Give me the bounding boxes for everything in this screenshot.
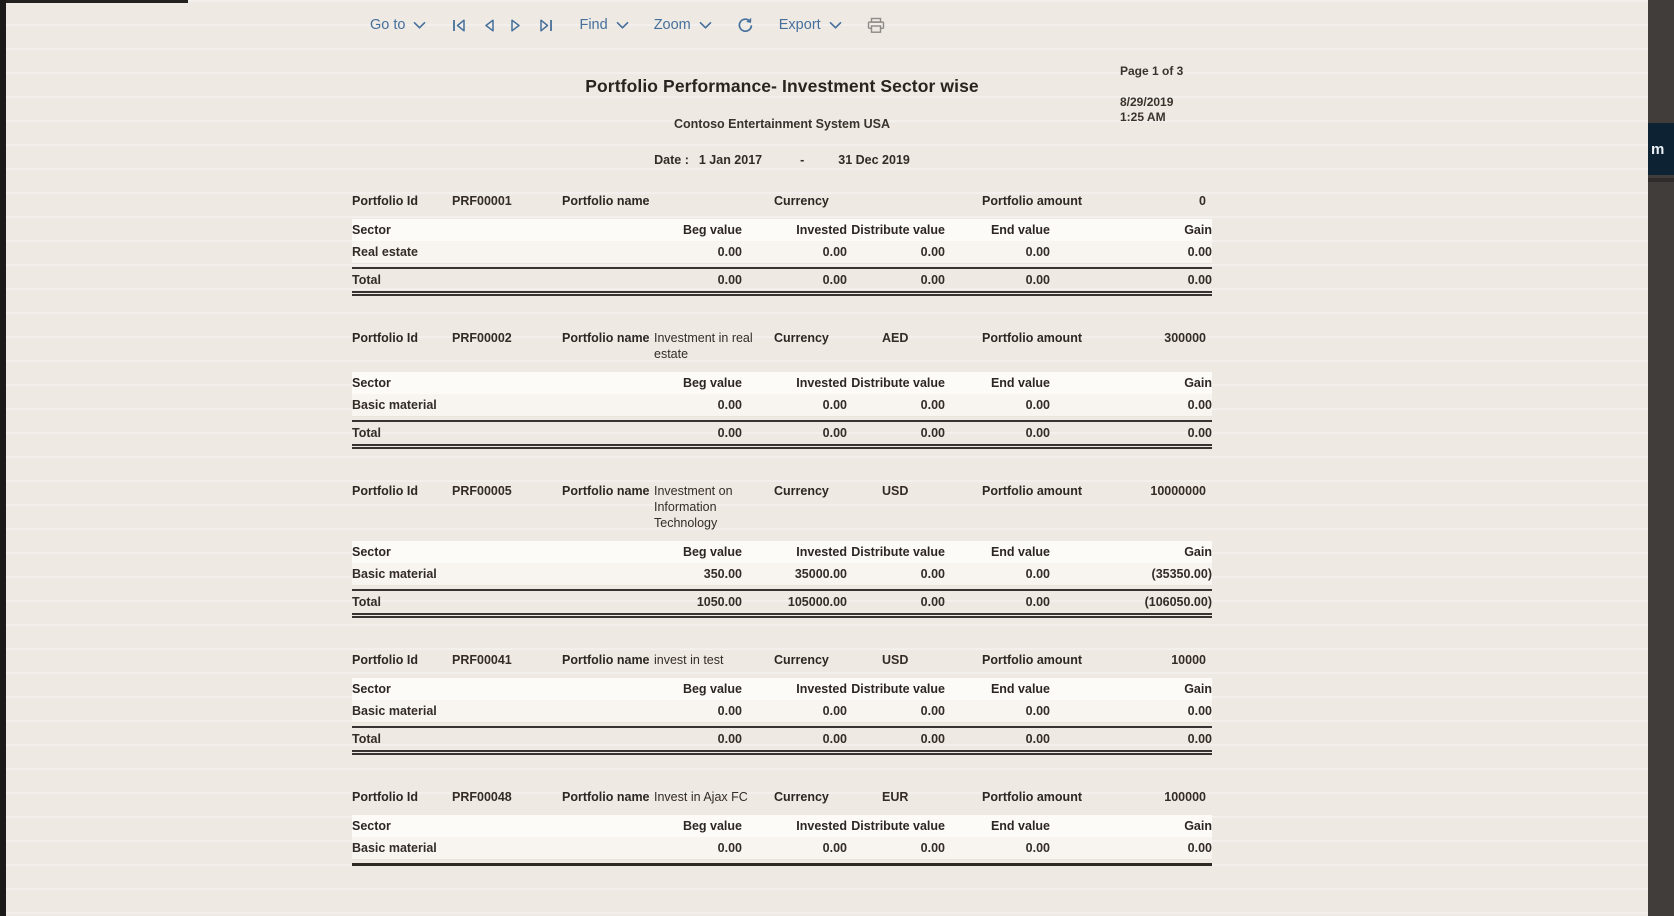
total-label: Total [352, 732, 381, 746]
currency-label: Currency [774, 331, 829, 345]
distribute-value-column-header: Distribute value [851, 223, 945, 237]
total-beg-value: 0.00 [717, 732, 742, 746]
total-gain: 0.00 [1187, 273, 1212, 287]
gain-cell: 0.00 [1187, 245, 1212, 259]
page-navigation [451, 18, 554, 33]
portfolio-id-label: Portfolio Id [352, 653, 418, 667]
total-end-value: 0.00 [1025, 595, 1050, 609]
currency-label: Currency [774, 790, 829, 804]
portfolio-info-row [352, 483, 1212, 531]
beg-value-cell: 0.00 [717, 398, 742, 412]
find-label: Find [579, 17, 608, 33]
portfolio-section [352, 652, 1212, 755]
total-invested: 0.00 [822, 426, 847, 440]
portfolio-name-label: Portfolio name [562, 331, 650, 345]
sector-data-row [352, 837, 1212, 860]
left-window-edge [0, 0, 6, 916]
invested-cell: 0.00 [822, 841, 847, 855]
invested-column-header: Invested [796, 376, 847, 390]
date-to: 31 Dec 2019 [838, 153, 910, 167]
sector-table-header [352, 219, 1212, 241]
portfolio-name-value: Investment in real estate [654, 331, 753, 361]
portfolio-id-value: PRF00001 [452, 194, 512, 208]
end-value-cell: 0.00 [1025, 398, 1050, 412]
portfolio-sections [352, 193, 1212, 866]
portfolio-amount-value: 100000 [1164, 790, 1206, 804]
total-distribute-value: 0.00 [920, 273, 945, 287]
distribute-value-column-header: Distribute value [851, 819, 945, 833]
beg-value-cell: 350.00 [703, 567, 742, 581]
total-row [352, 420, 1212, 449]
end-value-column-header: End value [990, 545, 1050, 559]
portfolio-info-row [352, 330, 1212, 362]
beg-value-cell: 0.00 [717, 841, 742, 855]
portfolio-amount-value: 300000 [1164, 331, 1206, 345]
portfolio-amount-value: 10000 [1171, 653, 1206, 667]
total-end-value: 0.00 [1025, 732, 1050, 746]
portfolio-name-label: Portfolio name [562, 194, 650, 208]
sector-rows [352, 563, 1212, 586]
page-meta [1120, 64, 1230, 125]
gain-column-header: Gain [1184, 682, 1212, 696]
portfolio-name-label: Portfolio name [562, 484, 650, 498]
total-distribute-value: 0.00 [920, 426, 945, 440]
total-label: Total [352, 595, 381, 609]
portfolio-section [352, 330, 1212, 449]
portfolio-name-value: Invest in Ajax FC [654, 790, 748, 804]
portfolio-id-value: PRF00005 [452, 484, 512, 498]
total-gain: (106050.00) [1144, 595, 1212, 609]
gain-column-header: Gain [1184, 819, 1212, 833]
total-invested: 0.00 [822, 273, 847, 287]
invested-cell: 0.00 [822, 704, 847, 718]
sector-table-header [352, 541, 1212, 563]
beg-value-column-header: Beg value [682, 376, 742, 390]
sector-column-header: Sector [352, 545, 391, 559]
currency-value: USD [882, 653, 909, 667]
gain-cell: 0.00 [1187, 704, 1212, 718]
total-row [352, 589, 1212, 618]
portfolio-amount-value: 0 [1199, 194, 1206, 208]
portfolio-id-value: PRF00002 [452, 331, 512, 345]
total-end-value: 0.00 [1025, 273, 1050, 287]
gain-cell: 0.00 [1187, 398, 1212, 412]
top-window-edge [6, 0, 188, 3]
end-value-column-header: End value [990, 819, 1050, 833]
beg-value-column-header: Beg value [682, 545, 742, 559]
distribute-value-cell: 0.00 [920, 704, 945, 718]
invested-cell: 0.00 [822, 398, 847, 412]
portfolio-section [352, 789, 1212, 866]
sector-data-row [352, 563, 1212, 586]
report-title: Portfolio Performance- Investment Sector wise [585, 76, 979, 96]
portfolio-section [352, 193, 1212, 296]
date-separator: - [800, 153, 805, 167]
gain-column-header: Gain [1184, 376, 1212, 390]
date-range-row [352, 153, 1212, 167]
sector-table-header [352, 815, 1212, 837]
portfolio-info-row [352, 193, 1212, 209]
portfolio-amount-label: Portfolio amount [982, 484, 1082, 498]
sector-table-header [352, 678, 1212, 700]
gain-column-header: Gain [1184, 545, 1212, 559]
sector-rows [352, 394, 1212, 417]
first-page-icon [451, 18, 467, 33]
distribute-value-column-header: Distribute value [851, 545, 945, 559]
invested-column-header: Invested [796, 223, 847, 237]
last-page-button[interactable] [538, 18, 554, 33]
find-menu-button[interactable] [579, 17, 628, 33]
total-end-value: 0.00 [1025, 426, 1050, 440]
currency-value: EUR [882, 790, 909, 804]
portfolio-amount-label: Portfolio amount [982, 331, 1082, 345]
total-distribute-value: 0.00 [920, 732, 945, 746]
sector-rows [352, 241, 1212, 264]
total-row [352, 726, 1212, 755]
print-icon [867, 17, 885, 34]
page-number: Page 1 of 3 [1120, 64, 1184, 78]
print-date: 8/29/2019 [1120, 95, 1174, 109]
invested-column-header: Invested [796, 682, 847, 696]
distribute-value-cell: 0.00 [920, 398, 945, 412]
company-name: Contoso Entertainment System USA [673, 117, 890, 131]
beg-value-column-header: Beg value [682, 223, 742, 237]
export-label: Export [778, 17, 821, 33]
chevron-down-icon [699, 21, 712, 29]
total-label: Total [352, 273, 381, 287]
date-from: 1 Jan 2017 [698, 153, 763, 167]
right-side-panel [1648, 0, 1674, 916]
invested-column-header: Invested [796, 545, 847, 559]
portfolio-amount-label: Portfolio amount [982, 790, 1082, 804]
end-value-column-header: End value [990, 376, 1050, 390]
invested-cell: 35000.00 [794, 567, 847, 581]
total-beg-value: 1050.00 [696, 595, 742, 609]
side-panel-divider [1648, 178, 1674, 182]
sector-column-header: Sector [352, 223, 391, 237]
end-value-cell: 0.00 [1025, 567, 1050, 581]
zoom-label: Zoom [653, 17, 691, 33]
goto-menu-button[interactable] [370, 17, 426, 33]
portfolio-id-label: Portfolio Id [352, 484, 418, 498]
chevron-down-icon [829, 21, 842, 29]
gain-cell: 0.00 [1187, 841, 1212, 855]
portfolio-name-value: invest in test [654, 653, 724, 667]
sector-data-row [352, 241, 1212, 264]
clipped-overlay [1648, 123, 1674, 175]
portfolio-name-label: Portfolio name [562, 790, 650, 804]
end-value-column-header: End value [990, 682, 1050, 696]
export-menu-button[interactable] [779, 17, 842, 33]
end-value-column-header: End value [990, 223, 1050, 237]
sector-column-header: Sector [352, 376, 391, 390]
portfolio-id-value: PRF00041 [452, 653, 512, 667]
end-value-cell: 0.00 [1025, 841, 1050, 855]
chevron-down-icon [616, 21, 629, 29]
portfolio-name-value: Investment on Information Technology [654, 484, 733, 530]
portfolio-amount-value: 10000000 [1150, 484, 1206, 498]
sector-cell: Basic material [352, 841, 437, 855]
sector-column-header: Sector [352, 682, 391, 696]
total-gain: 0.00 [1187, 426, 1212, 440]
clipped-text-fragment: m [1651, 140, 1665, 158]
sector-column-header: Sector [352, 819, 391, 833]
sector-table-header [352, 372, 1212, 394]
page-cut-line [352, 863, 1212, 866]
print-button[interactable] [867, 17, 885, 34]
portfolio-amount-label: Portfolio amount [982, 194, 1082, 208]
distribute-value-cell: 0.00 [920, 567, 945, 581]
total-invested: 0.00 [822, 732, 847, 746]
gain-column-header: Gain [1184, 223, 1212, 237]
beg-value-cell: 0.00 [717, 245, 742, 259]
end-value-cell: 0.00 [1025, 704, 1050, 718]
distribute-value-column-header: Distribute value [851, 682, 945, 696]
sector-cell: Basic material [352, 704, 437, 718]
total-label: Total [352, 426, 381, 440]
sector-cell: Real estate [352, 245, 419, 259]
portfolio-id-label: Portfolio Id [352, 790, 418, 804]
currency-label: Currency [774, 484, 829, 498]
goto-label: Go to [370, 17, 406, 33]
beg-value-cell: 0.00 [717, 704, 742, 718]
last-page-icon [538, 18, 554, 33]
invested-cell: 0.00 [822, 245, 847, 259]
total-gain: 0.00 [1187, 732, 1212, 746]
sector-cell: Basic material [352, 398, 437, 412]
sector-rows [352, 837, 1212, 860]
portfolio-name-label: Portfolio name [562, 653, 650, 667]
portfolio-amount-label: Portfolio amount [982, 653, 1082, 667]
currency-value: AED [882, 331, 909, 345]
total-distribute-value: 0.00 [920, 595, 945, 609]
currency-value: USD [882, 484, 909, 498]
refresh-icon [737, 17, 754, 34]
first-page-button[interactable] [451, 18, 467, 33]
total-beg-value: 0.00 [717, 273, 742, 287]
beg-value-column-header: Beg value [682, 819, 742, 833]
currency-label: Currency [774, 653, 829, 667]
portfolio-id-label: Portfolio Id [352, 194, 418, 208]
portfolio-id-label: Portfolio Id [352, 331, 418, 345]
zoom-menu-button[interactable] [654, 17, 712, 33]
date-label: Date : [654, 153, 689, 167]
total-invested: 105000.00 [787, 595, 847, 609]
invested-column-header: Invested [796, 819, 847, 833]
sector-data-row [352, 700, 1212, 723]
chevron-down-icon [413, 21, 426, 29]
end-value-cell: 0.00 [1025, 245, 1050, 259]
distribute-value-cell: 0.00 [920, 841, 945, 855]
portfolio-section [352, 483, 1212, 618]
total-row [352, 267, 1212, 296]
report-page [352, 0, 1212, 866]
gain-cell: (35350.00) [1151, 567, 1212, 581]
portfolio-info-row [352, 789, 1212, 805]
previous-page-button[interactable] [482, 18, 495, 33]
portfolio-info-row [352, 652, 1212, 668]
distribute-value-cell: 0.00 [920, 245, 945, 259]
next-page-button[interactable] [510, 18, 523, 33]
portfolio-id-value: PRF00048 [452, 790, 512, 804]
sector-rows [352, 700, 1212, 723]
distribute-value-column-header: Distribute value [851, 376, 945, 390]
total-beg-value: 0.00 [717, 426, 742, 440]
currency-label: Currency [774, 194, 829, 208]
refresh-button[interactable] [737, 17, 754, 34]
next-page-icon [510, 18, 523, 33]
previous-page-icon [482, 18, 495, 33]
sector-cell: Basic material [352, 567, 437, 581]
report-toolbar [370, 12, 885, 38]
sector-data-row [352, 394, 1212, 417]
beg-value-column-header: Beg value [682, 682, 742, 696]
print-time: 1:25 AM [1120, 110, 1166, 124]
